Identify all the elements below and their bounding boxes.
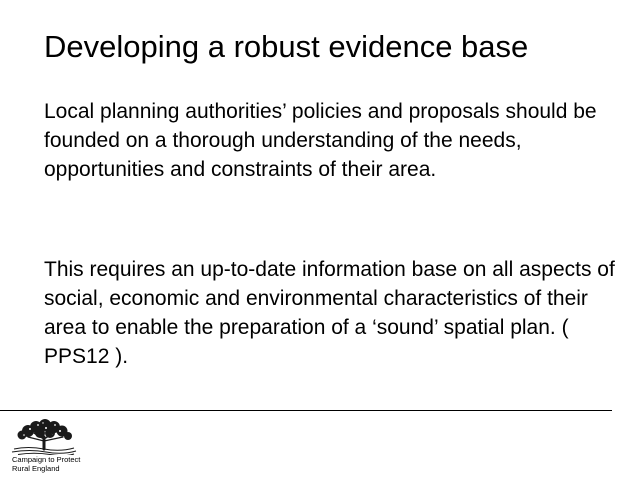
body-paragraph-2: This requires an up-to-date information base on all aspects of social, economic and environmental characteristics of their area to enable the preparation of a ‘sound’ spatial plan. ( PPS12 ). [44,258,615,368]
slide-title: Developing a robust evidence base [44,29,529,64]
logo-text-line-2: Rural England [12,464,60,473]
tree-logo-icon [8,419,78,455]
logo-text-line-1: Campaign to Protect [12,455,81,464]
footer-divider [0,410,612,411]
logo-text [12,455,80,473]
cpre-logo [8,419,118,475]
body-paragraph-1: Local planning authorities’ policies and proposals should be founded on a thorough understanding of the needs, opportunities and constraints of their area. [44,100,597,181]
